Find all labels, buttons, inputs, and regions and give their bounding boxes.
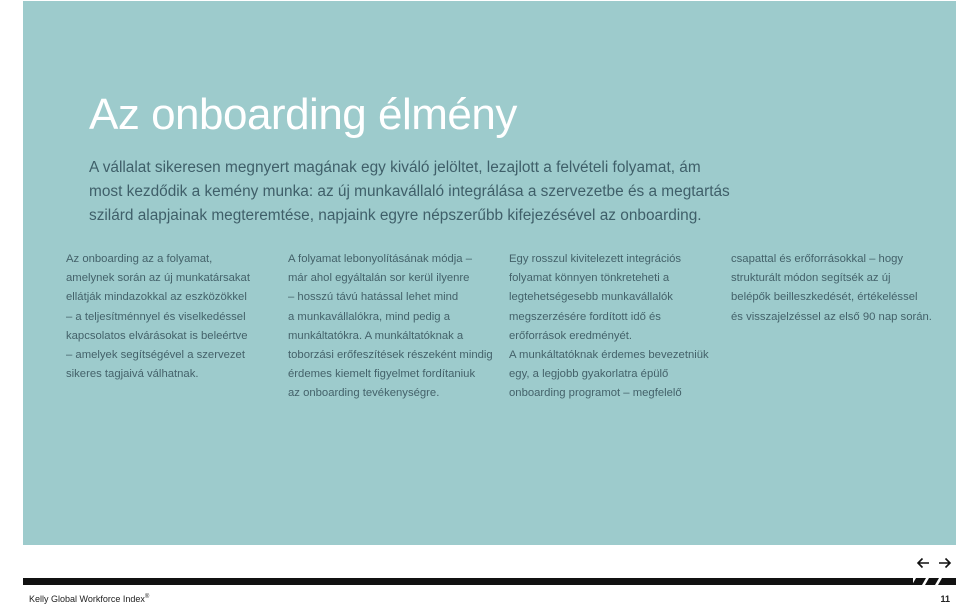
column-line: ellátják mindazokkal az eszközökkel	[66, 291, 247, 304]
column-line: Az onboarding az a folyamat,	[66, 253, 213, 265]
intro-line: A vállalat sikeresen megnyert magának egy kiváló jelöltet, lezajlott a felvételi folyamat, ám	[89, 159, 701, 176]
column-line: érdemes kiemelt figyelmet fordítaniuk	[288, 368, 476, 381]
column-line: megszerzésére fordított idő és	[509, 310, 661, 323]
intro-line: szilárd alapjainak megteremtése, napjaink egyre népszerűbb kifejezésével az onboarding.	[89, 207, 702, 224]
column-line: amelynek során az új munkatársakat	[66, 272, 250, 285]
column-line: belépők beilleszkedését, értékeléssel	[731, 291, 918, 304]
text-column-2	[288, 250, 503, 404]
column-line: toborzási erőfeszítések részeként mindig	[288, 348, 493, 361]
column-line: már ahol egyáltalán sor kerül ilyenre	[288, 272, 470, 285]
column-line: – hosszú távú hatással lehet mind	[288, 291, 459, 304]
arrow-right-icon[interactable]	[938, 556, 952, 570]
column-line: kapcsolatos elvárásokat is beleértve	[66, 329, 248, 342]
publication-name	[29, 593, 149, 605]
page-navigation	[916, 556, 952, 570]
page-number: 11	[940, 594, 950, 604]
column-line: egy, a legjobb gyakorlatra épülő	[509, 368, 669, 381]
column-line: A munkáltatóknak érdemes bevezetniük	[509, 348, 709, 361]
column-line: a munkavállalókra, mind pedig a	[288, 310, 451, 323]
column-line: munkáltatókra. A munkáltatóknak a	[288, 329, 464, 342]
text-column-1	[66, 250, 281, 384]
text-column-4	[731, 250, 946, 327]
column-line: erőforrások eredményét.	[509, 329, 633, 342]
column-line: és visszajelzéssel az első 90 nap során.	[731, 310, 932, 323]
column-line: legtehetségesebb munkavállalók	[509, 291, 673, 304]
column-line: strukturált módon segítsék az új	[731, 272, 891, 285]
column-line: Egy rosszul kivitelezett integrációs	[509, 253, 682, 265]
arrow-left-icon[interactable]	[916, 556, 930, 570]
registered-mark: ®	[144, 594, 150, 600]
column-line: folyamat könnyen tönkreteheti a	[509, 272, 670, 285]
footer-rule	[23, 578, 956, 587]
text-column-3	[509, 250, 724, 404]
column-line: – a teljesítménnyel és viselkedéssel	[66, 310, 246, 323]
column-line: A folyamat lebonyolításának módja –	[288, 253, 472, 265]
publication-title: Kelly Global Workforce Index	[29, 594, 145, 604]
column-line: az onboarding tevékenységre.	[288, 387, 440, 400]
column-line: onboarding programot – megfelelő	[509, 387, 682, 400]
page-title: Az onboarding élmény	[89, 90, 517, 139]
column-line: csapattal és erőforrásokkal – hogy	[731, 253, 904, 265]
column-line: – amelyek segítségével a szervezet	[66, 348, 245, 361]
intro-line: most kezdődik a kemény munka: az új munkavállaló integrálása a szervezetbe és a megtartás	[89, 183, 730, 200]
intro-paragraph	[89, 156, 809, 228]
column-line: sikeres tagjaivá válhatnak.	[66, 368, 199, 381]
